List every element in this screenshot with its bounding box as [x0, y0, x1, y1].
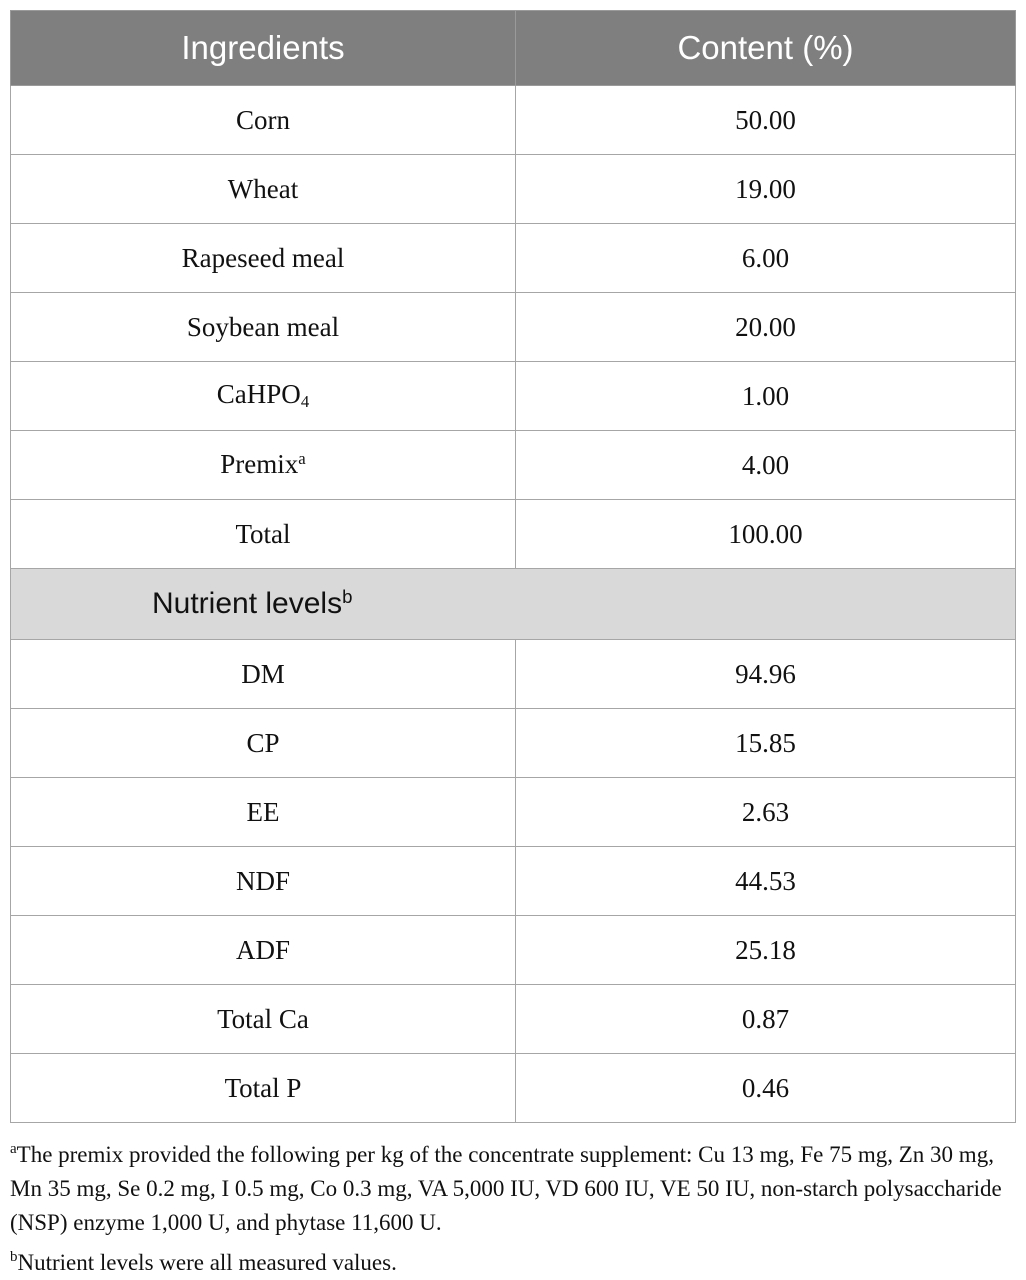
- nutrient-name: ADF: [11, 916, 516, 985]
- table-row: [11, 431, 1016, 500]
- table-row: [11, 916, 1016, 985]
- nutrient-name: Total P: [11, 1054, 516, 1123]
- table-row: [11, 224, 1016, 293]
- nutrient-value: 0.87: [516, 985, 1016, 1054]
- feed-composition-table-container: [10, 10, 1015, 1123]
- ingredient-name-main: Premix: [220, 449, 299, 480]
- table-row: [11, 500, 1016, 569]
- ingredient-name-main: CaHPO: [216, 379, 301, 410]
- nutrient-value: 94.96: [516, 640, 1016, 709]
- table-row: [11, 640, 1016, 709]
- table-row: [11, 778, 1016, 847]
- table-header-row: [11, 11, 1016, 86]
- footnote-text: The premix provided the following per kg of the concentrate supplement: Cu 13 mg, Fe 75 mg, Zn 30 mg, Mn 35 mg, Se 0.2 mg, I 0.5 mg, Co 0.3 mg, VA 5,000 IU, VD 600 IU, VE 50 IU, non-starch polysaccharide (NSP) enzyme 1,000 U, and phytase 11,600 U.: [10, 1141, 1002, 1235]
- nutrient-name: EE: [11, 778, 516, 847]
- nutrient-name: NDF: [11, 847, 516, 916]
- table-row: [11, 155, 1016, 224]
- nutrient-value: 0.46: [516, 1054, 1016, 1123]
- ingredient-value: 100.00: [516, 500, 1016, 569]
- table-row: [11, 985, 1016, 1054]
- table-row: [11, 847, 1016, 916]
- footnote-text: Nutrient levels were all measured values.: [17, 1249, 397, 1275]
- footnote-a: [10, 1132, 1018, 1240]
- section-title-text: Nutrient levels: [152, 587, 343, 621]
- table-row: [11, 709, 1016, 778]
- table-row: [11, 86, 1016, 155]
- table-row: [11, 293, 1016, 362]
- ingredient-name: Total: [11, 500, 516, 569]
- ingredient-name: Corn: [11, 86, 516, 155]
- subscript: 4: [300, 392, 310, 412]
- footnote-marker: b: [342, 586, 353, 608]
- section-title: [11, 569, 1016, 640]
- nutrient-value: 2.63: [516, 778, 1016, 847]
- ingredient-name: Rapeseed meal: [11, 224, 516, 293]
- footnote-mark: b: [10, 1248, 18, 1265]
- ingredient-value: 1.00: [516, 362, 1016, 431]
- footnote-mark: a: [10, 1141, 17, 1157]
- table-row: [11, 362, 1016, 431]
- footnote-b: [10, 1240, 1018, 1280]
- nutrient-value: 15.85: [516, 709, 1016, 778]
- ingredient-value: 4.00: [516, 431, 1016, 500]
- ingredient-value: 6.00: [516, 224, 1016, 293]
- nutrient-name: Total Ca: [11, 985, 516, 1054]
- section-header-row: [11, 569, 1016, 640]
- ingredient-name: Wheat: [11, 155, 516, 224]
- ingredient-name: [11, 362, 516, 431]
- table-footnotes: [10, 1132, 1018, 1280]
- footnote-marker: a: [298, 449, 306, 469]
- ingredient-value: 20.00: [516, 293, 1016, 362]
- ingredient-value: 19.00: [516, 155, 1016, 224]
- ingredient-value: 50.00: [516, 86, 1016, 155]
- nutrient-value: 44.53: [516, 847, 1016, 916]
- ingredient-name: [11, 431, 516, 500]
- feed-composition-table: [10, 10, 1016, 1123]
- header-content: Content (%): [516, 11, 1016, 86]
- nutrient-name: DM: [11, 640, 516, 709]
- ingredient-name: Soybean meal: [11, 293, 516, 362]
- nutrient-value: 25.18: [516, 916, 1016, 985]
- header-ingredients: Ingredients: [11, 11, 516, 86]
- table-row: [11, 1054, 1016, 1123]
- nutrient-name: CP: [11, 709, 516, 778]
